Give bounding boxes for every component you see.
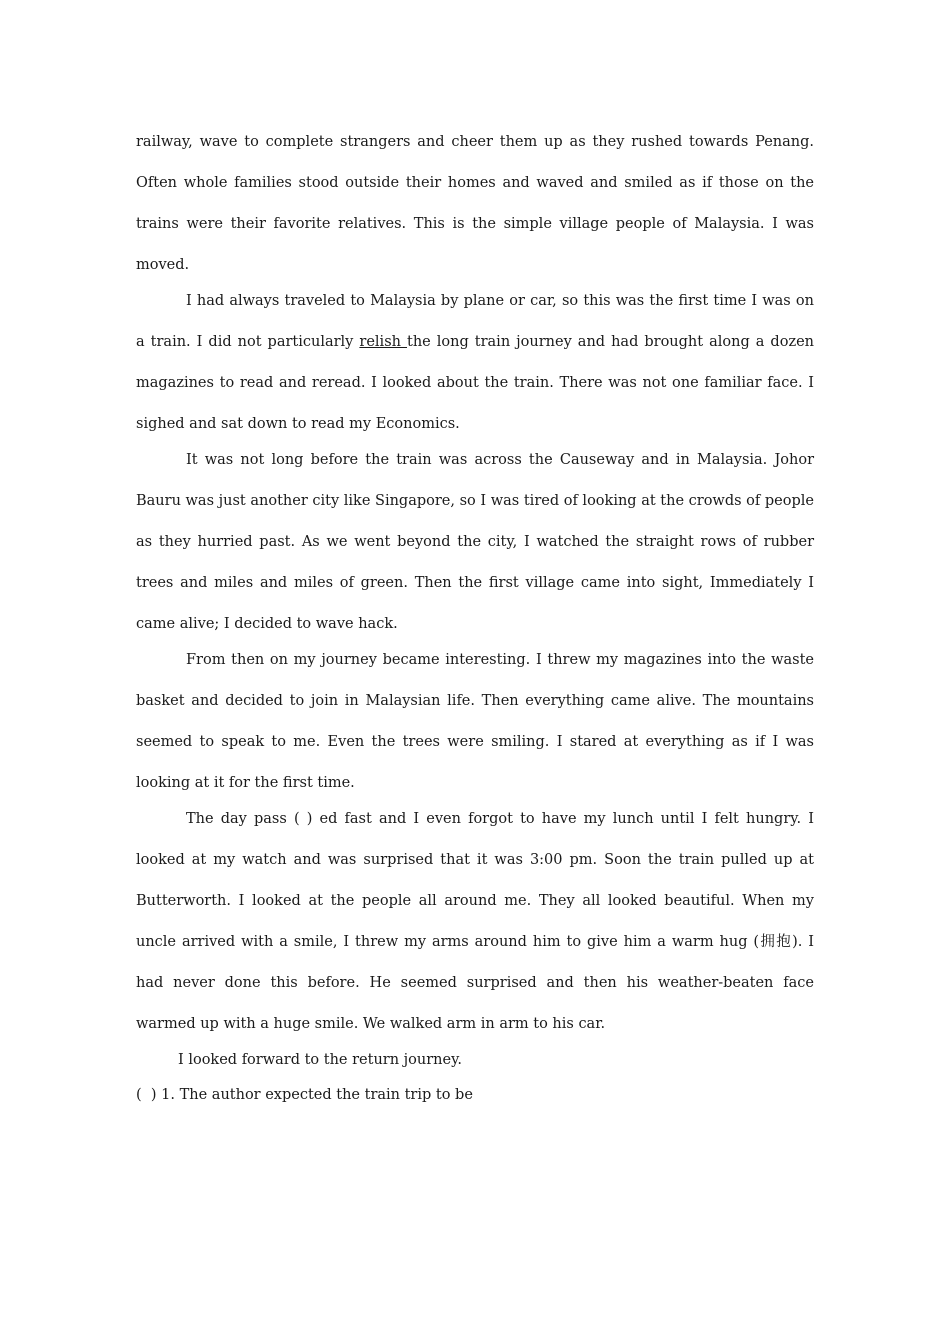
paragraph-3: It was not long before the train was across the Causeway and in Malaysia. Johor Bauru was just another city like Singapore, so I was tired of looking at the crowds of people as they hurried past. As we went beyond the city, I watched the straight rows of rubber trees and miles and miles of green. Then the first village came into sight, Immediately I came alive; I decided to wave hack. (136, 452, 814, 632)
underlined-word-relish: relish (359, 334, 407, 350)
paragraph-4: From then on my journey became interesting. I threw my magazines into the waste basket and decided to join in Malaysian life. Then everything came alive. The mountains seemed to speak to me. Even the trees were smiling. I stared at everything as if I was looking at it for the first time. (136, 652, 814, 791)
paragraph-2 (136, 281, 814, 445)
question-1-text: 1. The author expected the train trip to be (156, 1087, 473, 1103)
paragraph-5: The day pass ( ) ed fast and I even forgot to have my lunch until I felt hungry. I looked at my watch and was surprised that it was 3:00 pm. Soon the train pulled up at Butterworth. I looked at the people all around me. They all looked beautiful. When my uncle arrived with a smile, I threw my arms around him to give him a warm hug (拥抱). I had never done this before. He seemed surprised and then his weather-beaten face warmed up with a huge smile. We walked arm in arm to his car. (136, 811, 814, 1032)
document-page (136, 122, 814, 1109)
paragraph-1: railway, wave to complete strangers and cheer them up as they rushed towards Penang. Often whole families stood outside their homes and waved and smiled as if those on the trains were their favorite relatives. This is the simple village people of Malaysia. I was moved. (136, 134, 814, 273)
paragraph-2-before: I had always traveled to Malaysia by plane or car, so this was the first time I was on a train. I did not particularly (136, 293, 814, 350)
paragraph-2-after: the long train journey and had brought along a dozen magazines to read and reread. I looked about the train. There was not one familiar face. I sighed and sat down to read my Economics. (136, 334, 815, 432)
closing-line: I looked forward to the return journey. (178, 1052, 462, 1068)
question-1 (136, 1081, 814, 1109)
answer-blank[interactable]: ( ) (136, 1087, 157, 1103)
